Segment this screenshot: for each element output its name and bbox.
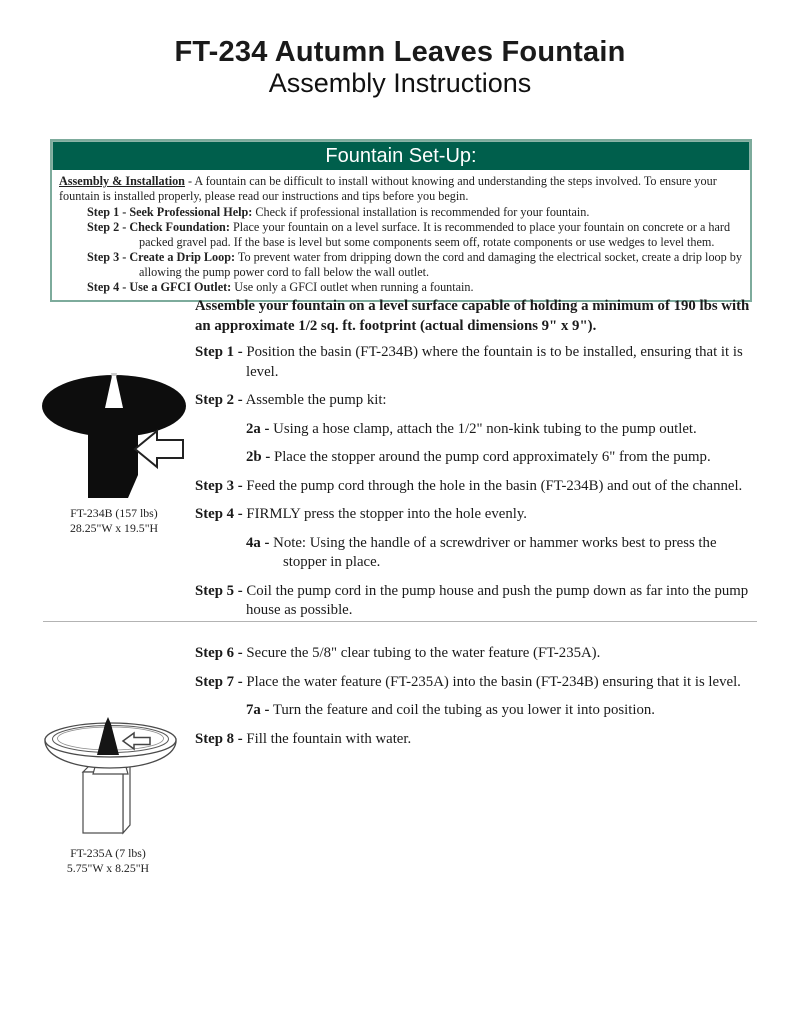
figure-caption-line1: FT-235A (7 lbs): [70, 846, 146, 860]
instruction-substep: [246, 701, 759, 721]
figure-caption-line2: 5.75"W x 8.25"H: [66, 861, 150, 875]
document-header: [0, 36, 800, 99]
step-prefix: Step 8 -: [195, 730, 243, 747]
step-text: Coil the pump cord in the pump house and push the pump down as far into the pump house as possible.: [246, 582, 749, 618]
setup-step: [87, 205, 742, 220]
instruction-step: [195, 582, 759, 621]
step-text: Note: Using the handle of a screwdriver or hammer works best to press the stopper in place.: [273, 534, 717, 570]
setup-step-label: Check Foundation:: [129, 220, 230, 234]
figure-caption: [38, 506, 190, 536]
instruction-step: [195, 644, 759, 664]
instruction-step: [195, 673, 759, 693]
step-prefix: Step 7 -: [195, 673, 243, 690]
instruction-substep: [246, 448, 759, 468]
setup-step-prefix: Step 2 -: [87, 220, 127, 234]
setup-step-prefix: Step 4 -: [87, 280, 127, 294]
page-title: FT-234 Autumn Leaves Fountain: [174, 36, 626, 68]
setup-step-label: Use a GFCI Outlet:: [129, 280, 232, 294]
step-text: Fill the fountain with water.: [246, 730, 412, 747]
setup-box-header: Fountain Set-Up:: [52, 141, 750, 170]
step-prefix: 7a -: [246, 702, 270, 718]
instruction-step: [195, 730, 759, 750]
fountain-basin-figure: [38, 370, 190, 536]
step-text: Position the basin (FT-234B) where the fountain is to be installed, ensuring that it is level.: [246, 344, 743, 380]
step-prefix: Step 5 -: [195, 582, 243, 599]
step-prefix: 2a -: [246, 420, 270, 437]
step-text: Secure the 5/8" clear tubing to the water feature (FT-235A).: [246, 645, 601, 661]
setup-step: [87, 280, 742, 295]
figure-caption: [33, 846, 183, 876]
setup-step-text: Place your fountain on a level surface. It is recommended to place your fountain on concrete or a hard packed gravel pad. If the base is level but some components seem off, rotate components or use wedges to level them.: [139, 220, 731, 249]
instruction-step: [195, 391, 759, 411]
instruction-step: [195, 505, 759, 525]
step-text: Assemble the pump kit:: [245, 392, 387, 408]
assembly-intro: Assemble your fountain on a level surface capable of holding a minimum of 190 lbs with an approximate 1/2 sq. ft. footprint (actual dimensions 9" x 9").: [195, 298, 750, 334]
step-prefix: 2b -: [246, 449, 271, 465]
setup-step-label: Create a Drip Loop:: [129, 250, 236, 264]
step-text: Feed the pump cord through the hole in the basin (FT-234B) and out of the channel.: [246, 477, 743, 494]
fountain-basin-silhouette: [38, 370, 190, 500]
setup-step: [87, 250, 742, 280]
step-text: Turn the feature and coil the tubing as you lower it into position.: [272, 702, 655, 718]
step-text: FIRMLY press the stopper into the hole evenly.: [246, 506, 527, 522]
step-text: Place the stopper around the pump cord approximately 6" from the pump.: [273, 449, 711, 465]
section-divider: [43, 621, 757, 622]
step-prefix: Step 2 -: [195, 392, 243, 408]
setup-step-text: Check if professional installation is recommended for your fountain.: [255, 205, 590, 219]
setup-step-label: Seek Professional Help:: [129, 205, 253, 219]
setup-step-prefix: Step 3 -: [87, 250, 127, 264]
assembly-section-1: [195, 297, 759, 630]
instruction-step: [195, 477, 759, 497]
figure-caption-line2: 28.25"W x 19.5"H: [69, 521, 159, 535]
step-prefix: Step 1 -: [195, 344, 243, 360]
setup-box: [50, 139, 752, 302]
water-feature-drawing: [33, 700, 183, 840]
water-feature-figure: [33, 700, 183, 876]
step-text: Place the water feature (FT-235A) into the basin (FT-234B) ensuring that it is level.: [246, 673, 741, 690]
left-arrow-icon: [135, 431, 183, 467]
figure-caption-line1: FT-234B (157 lbs): [70, 506, 158, 520]
step-prefix: Step 3 -: [195, 477, 243, 494]
setup-intro: [59, 174, 742, 204]
setup-step-prefix: Step 1 -: [87, 205, 127, 219]
instruction-substep: [246, 534, 759, 573]
step-prefix: Step 6 -: [195, 645, 243, 661]
step-text: Using a hose clamp, attach the 1/2" non-kink tubing to the pump outlet.: [273, 420, 697, 437]
setup-intro-label: Assembly & Installation: [59, 174, 185, 188]
assembly-section-2: [195, 644, 759, 758]
step-prefix: Step 4 -: [195, 506, 243, 522]
setup-step-text: Use only a GFCI outlet when running a fountain.: [234, 280, 474, 294]
setup-intro-text: - A fountain can be difficult to install without knowing and understanding the steps involved. To ensure your fountain is installed properly, please read our instructions and tips before you begin.: [59, 174, 717, 203]
step-prefix: 4a -: [246, 534, 270, 551]
setup-step: [87, 220, 742, 250]
instruction-step: [195, 343, 759, 382]
setup-box-body: [52, 170, 750, 300]
setup-step-text: To prevent water from dripping down the cord and damaging the electrical socket, create a drip loop by allowing the pump power cord to fall below the wall outlet.: [139, 250, 742, 279]
instruction-substep: [246, 420, 759, 440]
page-subtitle: Assembly Instructions: [268, 68, 532, 98]
